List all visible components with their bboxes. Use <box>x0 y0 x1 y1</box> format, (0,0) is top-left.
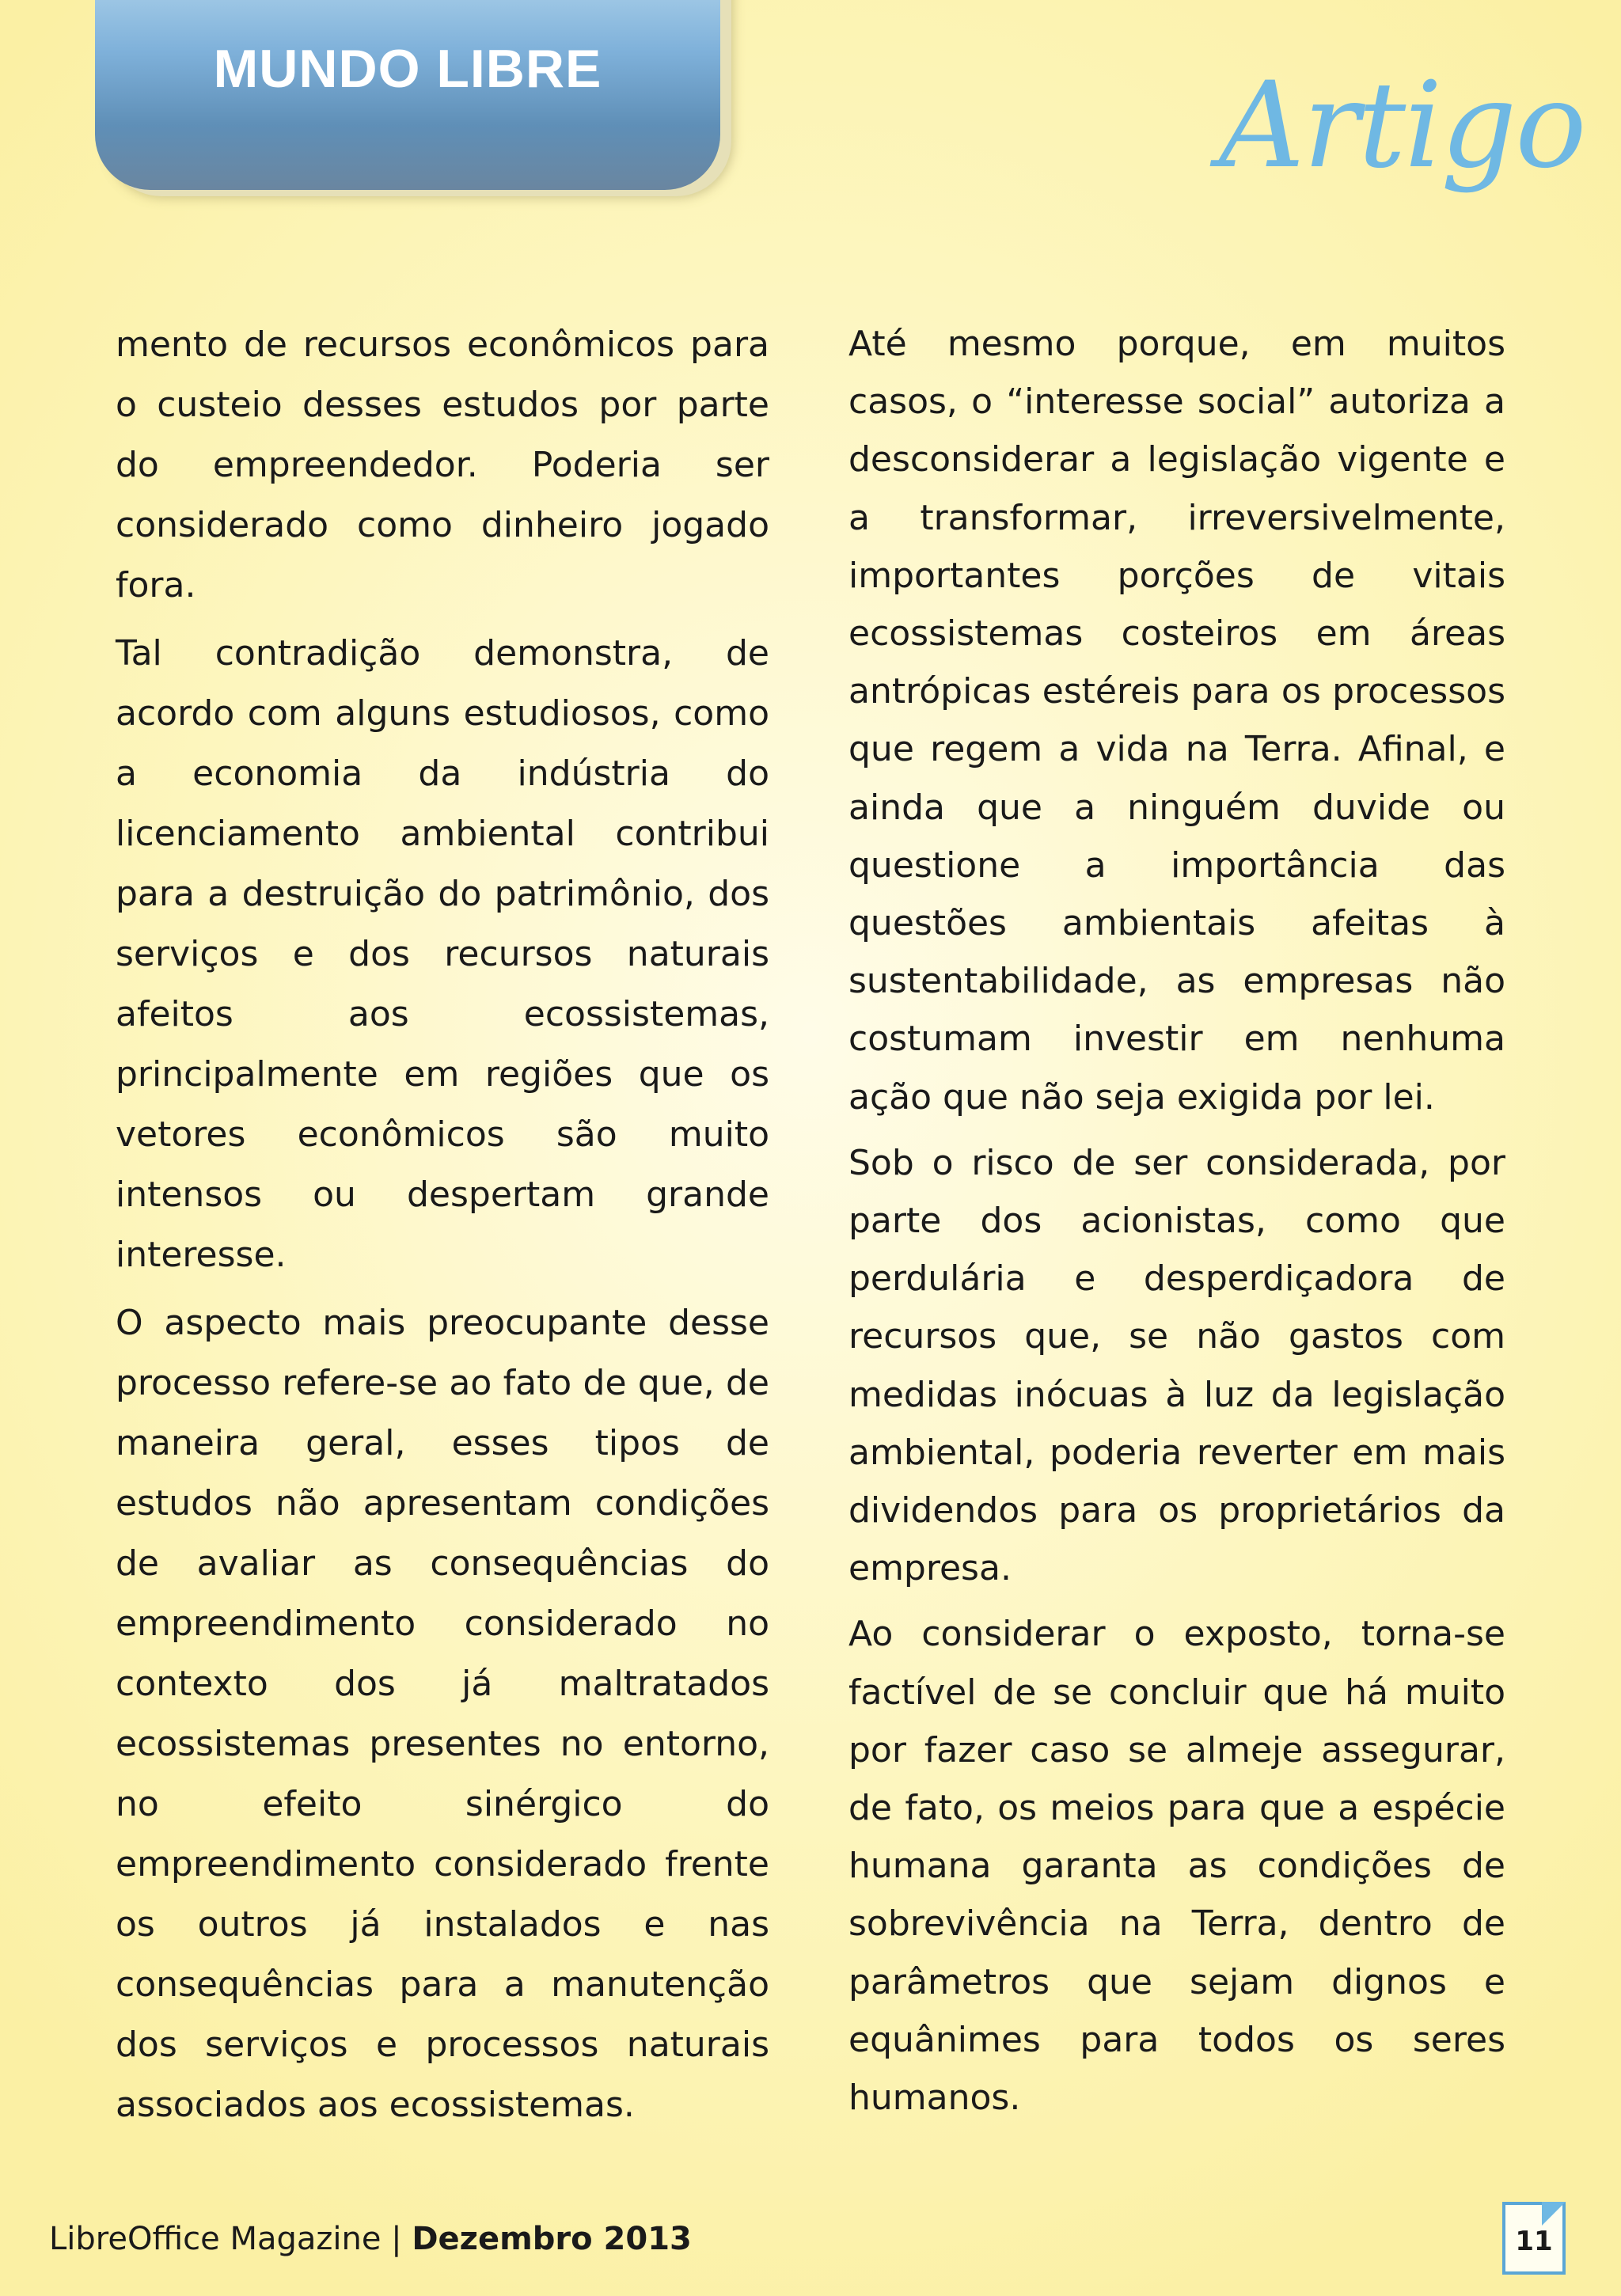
publication-name: LibreOffice Magazine <box>49 2221 382 2257</box>
paragraph: mento de recursos econômicos para o custeio desses estudos por parte do empreendedor. Poderia ser considerado como dinheiro jogado fora. <box>116 324 769 605</box>
section-header-tab <box>95 0 720 190</box>
section-label: Artigo <box>1219 57 1585 195</box>
footer-separator: | <box>381 2221 412 2257</box>
paragraph: O aspecto mais preocupante desse processo refere-se ao fato de que, de maneira geral, esses tipos de estudos não apresentam condições de avaliar as consequências do empreendimento considerado no contexto dos já maltratados ecossistemas presentes no entorno, no efeito sinérgico do empreendimento considerado frente os outros já instalados e nas consequências para a manutenção dos serviços e processos naturais associados aos ecossistemas. <box>116 1303 769 2125</box>
footer-credit <box>49 2221 692 2257</box>
paragraph: Até mesmo porque, em muitos casos, o “interesse social” autoriza a desconsiderar a legislação vigente e a transformar, irreversivelmente, importantes porções de vitais ecossistemas costeiros em áreas antrópicas estéreis para os processos que regem a vida na Terra. Afinal, e ainda que a ninguém duvide ou questione a importância das questões ambientais afeitas à sustentabilidade, as empresas não costumam investir em nenhuma ação que não seja exigida por lei. <box>848 324 1505 1118</box>
left-column <box>116 315 769 2143</box>
paragraph: Sob o risco de ser considerada, por parte dos acionistas, como que perdulária e desperdiçadora de recursos que, se não gastos com medidas inócuas à luz da legislação ambiental, poderia reverter em mais dividendos para os proprietários da empresa. <box>848 1142 1505 1589</box>
paragraph: Tal contradição demonstra, de acordo com alguns estudiosos, como a economia da indústria do licenciamento ambiental contribui para a destruição do patrimônio, dos serviços e dos recursos naturais afeitos aos ecossistemas, principalmente em regiões que os vetores econômicos são muito intensos ou despertam grande interesse. <box>116 633 769 1275</box>
page-number-box <box>1502 2202 1566 2275</box>
right-column <box>848 315 1505 2135</box>
magazine-section-title: MUNDO LIBRE <box>213 39 602 99</box>
page-corner-icon <box>1542 2202 1566 2226</box>
paragraph: Ao considerar o exposto, torna-se factível de se concluir que há muito por fazer caso se almeje assegurar, de fato, os meios para que a espécie humana garanta as condições de sobrevivência na Terra, dentro de parâmetros que sejam dignos e equânimes para todos os seres humanos. <box>848 1614 1505 2119</box>
issue-date: Dezembro 2013 <box>412 2221 692 2257</box>
page-number: 11 <box>1515 2226 1553 2257</box>
